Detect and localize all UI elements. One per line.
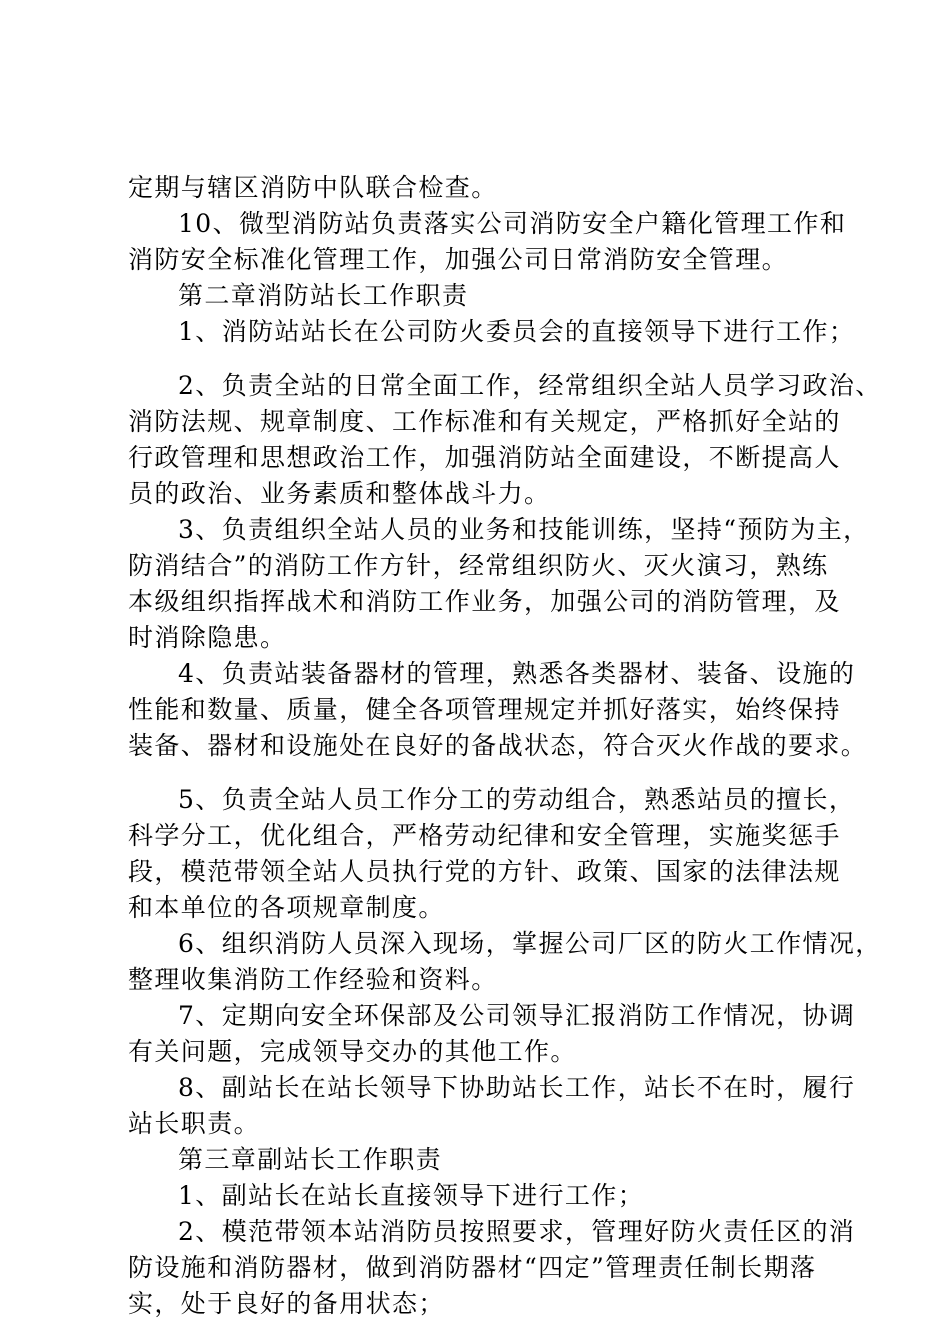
text-line: 有关问题，完成领导交办的其他工作。 bbox=[128, 1037, 577, 1066]
text-line: 1、副站长在站长直接领导下进行工作； bbox=[178, 1181, 645, 1210]
text-line: 3、负责组织全站人员的业务和技能训练，坚持“预防为主， bbox=[178, 515, 870, 544]
text-line: 时消除隐患。 bbox=[128, 623, 287, 652]
chapter-heading: 第三章副站长工作职责 bbox=[178, 1145, 443, 1174]
text-line: 本级组织指挥战术和消防工作业务，加强公司的消防管理，及 bbox=[128, 587, 841, 616]
text-line: 4、负责站装备器材的管理，熟悉各类器材、装备、设施的 bbox=[178, 659, 856, 688]
text-line: 员的政治、业务素质和整体战斗力。 bbox=[128, 479, 551, 508]
chapter-heading: 第二章消防站长工作职责 bbox=[178, 281, 469, 310]
text-line: 性能和数量、质量，健全各项管理规定并抓好落实，始终保持 bbox=[128, 695, 841, 724]
text-line: 6、组织消防人员深入现场，掌握公司厂区的防火工作情况， bbox=[178, 929, 882, 958]
text-line: 站长职责。 bbox=[128, 1109, 261, 1138]
text-line: 消防安全标准化管理工作，加强公司日常消防安全管理。 bbox=[128, 245, 789, 274]
text-line: 8、副站长在站长领导下协助站长工作，站长不在时，履行 bbox=[178, 1073, 856, 1102]
text-line: 防设施和消防器材，做到消防器材“四定”管理责任制长期落 bbox=[128, 1253, 817, 1282]
paragraph-gap bbox=[128, 764, 838, 782]
paragraph-gap bbox=[128, 350, 838, 368]
text-line: 1、消防站站长在公司防火委员会的直接领导下进行工作； bbox=[178, 317, 856, 346]
text-line: 7、定期向安全环保部及公司领导汇报消防工作情况，协调 bbox=[178, 1001, 856, 1030]
document-body bbox=[128, 170, 882, 1322]
text-line: 定期与辖区消防中队联合检查。 bbox=[128, 173, 498, 202]
text-line: 2、模范带领本站消防员按照要求，管理好防火责任区的消 bbox=[178, 1217, 856, 1246]
text-line: 2、负责全站的日常全面工作，经常组织全站人员学习政治、 bbox=[178, 371, 882, 400]
text-line: 10、微型消防站负责落实公司消防安全户籍化管理工作和 bbox=[178, 209, 847, 238]
text-line: 实，处于良好的备用状态； bbox=[128, 1289, 445, 1318]
text-line: 装备、器材和设施处在良好的备战状态，符合灭火作战的要求。 bbox=[128, 731, 868, 760]
text-line: 防消结合”的消防工作方针，经常组织防火、灭火演习，熟练 bbox=[128, 551, 829, 580]
text-line: 和本单位的各项规章制度。 bbox=[128, 893, 445, 922]
text-line: 整理收集消防工作经验和资料。 bbox=[128, 965, 498, 994]
text-line: 科学分工，优化组合，严格劳动纪律和安全管理，实施奖惩手 bbox=[128, 821, 841, 850]
text-line: 5、负责全站人员工作分工的劳动组合，熟悉站员的擅长， bbox=[178, 785, 856, 814]
text-line: 段，模范带领全站人员执行党的方针、政策、国家的法律法规 bbox=[128, 857, 841, 886]
text-line: 消防法规、规章制度、工作标准和有关规定，严格抓好全站的 bbox=[128, 407, 841, 436]
text-line: 行政管理和思想政治工作，加强消防站全面建设，不断提高人 bbox=[128, 443, 841, 472]
